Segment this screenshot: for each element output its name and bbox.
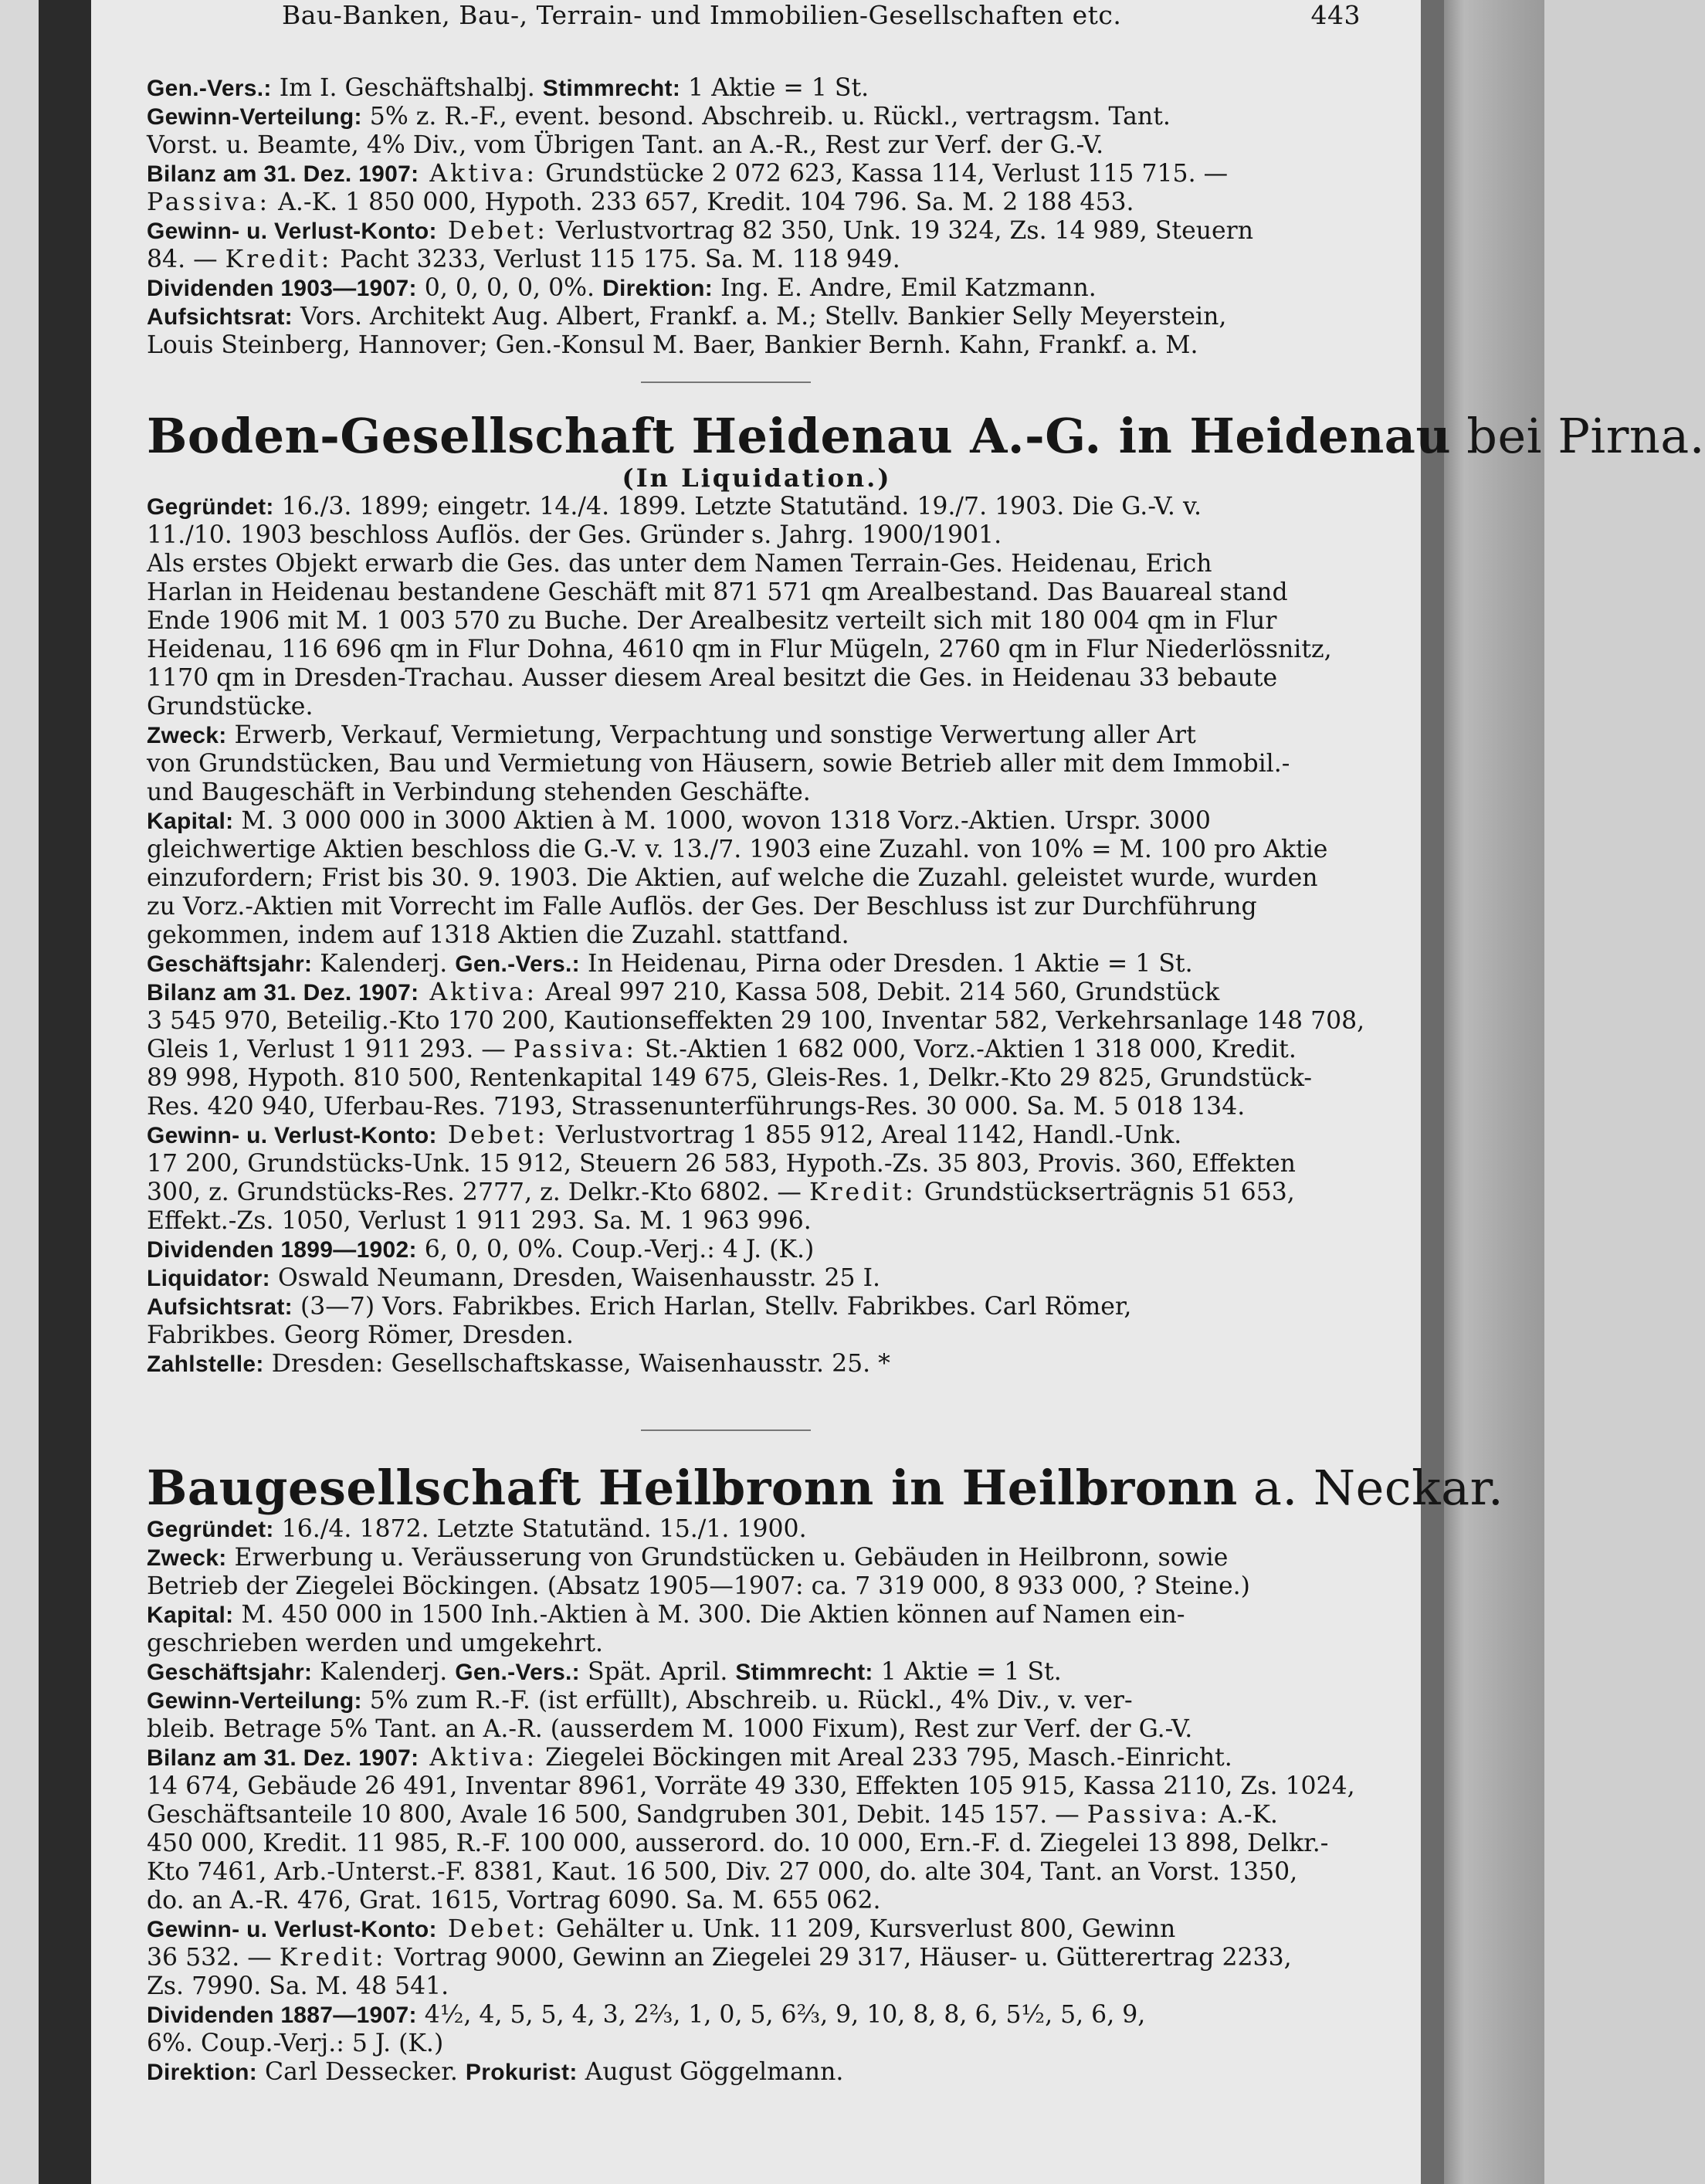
text-line (147, 521, 1367, 550)
book-spine (1421, 0, 1444, 2184)
field-label: Gegründet: (147, 1517, 274, 1542)
text-run: Ing. E. Andre, Emil Katzmann. (713, 274, 1097, 302)
text-run: 5% zum R.-F. (ist erfüllt), Abschreib. u. Rückl., 4% Div., v. ver- (361, 1687, 1133, 1714)
text-line (147, 1630, 1367, 1658)
text-run: 16./3. 1899; eingetr. 14./4. 1899. Letzte Statutänd. 19./7. 1903. Die G.-V. v. (273, 493, 1202, 521)
text-run: Harlan in Heidenau bestandene Geschäft mit 871 571 qm Arealbestand. Das Bauareal stand (147, 578, 1288, 606)
text-run: 0, 0, 0, 0, 0%. (416, 274, 603, 302)
spaced-label: Passiva: (1086, 1801, 1211, 1829)
field-label: Geschäftsjahr: (147, 951, 313, 977)
text-line (147, 1007, 1367, 1036)
spaced-label: Kredit: (279, 1944, 387, 1972)
text-line (147, 721, 1367, 750)
field-label: Direktion: (602, 276, 714, 301)
field-label: Kapital: (147, 809, 234, 834)
text-run: Vortrag 9000, Gewinn an Ziegelei 29 317, Häuser- u. Gütterertrag 2233, (386, 1944, 1292, 1972)
text-run: Spät. April. (579, 1658, 736, 1686)
spaced-label: Aktiva: (419, 1744, 538, 1772)
scan-left-margin (0, 0, 39, 2184)
text-line (147, 978, 1367, 1007)
text-run: Carl Dessecker. (257, 2058, 466, 2086)
text-line (147, 1121, 1367, 1150)
entry-body (147, 493, 1367, 1379)
field-label: Gegründet: (147, 494, 274, 520)
text-line (147, 578, 1367, 607)
text-line (147, 1801, 1367, 1830)
text-line (147, 1744, 1367, 1772)
text-line (147, 864, 1367, 893)
field-label: Kapital: (147, 1602, 234, 1628)
text-run: 1 Aktie = 1 St. (873, 1658, 1062, 1686)
text-run: Als erstes Objekt erwarb die Ges. das unter dem Namen Terrain-Ges. Heidenau, Erich (147, 550, 1212, 578)
text-run: (3—7) Vors. Fabrikbes. Erich Harlan, Stellv. Fabrikbes. Carl Römer, (292, 1293, 1132, 1321)
text-line (147, 1915, 1367, 1944)
text-line (147, 1093, 1367, 1121)
text-run: Effekt.-Zs. 1050, Verlust 1 911 293. Sa. M. 1 963 996. (147, 1207, 812, 1235)
text-line (147, 1036, 1367, 1064)
text-run: 5% z. R.-F., event. besond. Abschreib. u. Rückl., vertragsm. Tant. (361, 103, 1171, 131)
spaced-label: Kredit: (225, 246, 333, 273)
text-line (147, 2001, 1367, 2030)
text-run: In Heidenau, Pirna oder Dresden. 1 Aktie = 1 St. (579, 950, 1193, 978)
text-run: Zs. 7990. Sa. M. 48 541. (147, 1972, 449, 2000)
entry-heading (147, 408, 1705, 464)
field-label: Gen.-Vers.: (147, 76, 272, 101)
text-line (147, 893, 1367, 921)
spaced-label: Debet: (436, 1915, 548, 1943)
text-line (147, 1544, 1367, 1572)
text-run: von Grundstücken, Bau und Vermietung von Häusern, sowie Betrieb aller mit dem Immobil.- (147, 750, 1290, 778)
text-run: Geschäftsanteile 10 800, Avale 16 500, Sandgruben 301, Debit. 145 157. — (147, 1801, 1087, 1829)
text-run: 6, 0, 0, 0%. Coup.-Verj.: 4 J. (K.) (416, 1236, 815, 1263)
text-line (147, 921, 1367, 950)
spaced-label: Passiva: (513, 1036, 637, 1063)
text-line (147, 750, 1367, 778)
field-label: Dividenden 1887—1907: (147, 2003, 417, 2028)
text-run: Im I. Geschäftshalbj. (271, 74, 543, 102)
text-line (147, 1830, 1367, 1858)
field-label: Gewinn-Verteilung: (147, 104, 362, 130)
spaced-label: Kredit: (808, 1178, 917, 1206)
entry-heading-tail: bei Pirna. (1451, 408, 1705, 464)
text-line (147, 836, 1367, 864)
text-line (147, 1944, 1367, 1972)
field-label: Stimmrecht: (542, 76, 681, 101)
text-line (147, 1064, 1367, 1093)
text-run: 84. — (147, 246, 225, 273)
text-run: do. an A.-R. 476, Grat. 1615, Vortrag 6090. Sa. M. 655 062. (147, 1887, 881, 1914)
field-label: Dividenden 1899—1902: (147, 1237, 417, 1263)
field-label: Gen.-Vers.: (455, 951, 580, 977)
section-divider (641, 1429, 811, 1431)
entry-boden-gesellschaft-heidenau (147, 408, 1705, 1379)
text-run: Fabrikbes. Georg Römer, Dresden. (147, 1321, 574, 1349)
text-run: 11./10. 1903 beschloss Auflös. der Ges. Gründer s. Jahrg. 1900/1901. (147, 521, 1002, 549)
text-line (147, 1236, 1367, 1264)
text-run: Gleis 1, Verlust 1 911 293. — (147, 1036, 514, 1063)
field-label: Zweck: (147, 723, 227, 748)
text-line (147, 74, 1367, 103)
text-run: Areal 997 210, Kassa 508, Debit. 214 560, Grundstück (537, 978, 1220, 1006)
text-line (147, 1715, 1367, 1744)
entry-heading-main: Boden-Gesellschaft Heidenau A.-G. in Heidenau (147, 408, 1452, 464)
text-line (147, 950, 1367, 978)
text-line (147, 1350, 1367, 1379)
text-line (147, 1658, 1367, 1687)
text-line (147, 1293, 1367, 1321)
text-run: Heidenau, 116 696 qm in Flur Dohna, 4610 qm in Flur Mügeln, 2760 qm in Flur Niederlössnitz, (147, 636, 1332, 663)
text-run: 17 200, Grundstücks-Unk. 15 912, Steuern 26 583, Hypoth.-Zs. 35 803, Provis. 360, Effekten (147, 1150, 1296, 1178)
text-line (147, 1601, 1367, 1630)
text-run: Ziegelei Böckingen mit Areal 233 795, Masch.-Einricht. (537, 1744, 1232, 1772)
text-line (147, 131, 1367, 160)
text-run: Kalenderj. (312, 1658, 456, 1686)
field-label: Gewinn-Verteilung: (147, 1688, 362, 1714)
text-line (147, 1264, 1367, 1293)
text-line (147, 1178, 1367, 1207)
text-line (147, 1515, 1367, 1544)
text-run: Erwerb, Verkauf, Vermietung, Verpachtung und sonstige Verwertung aller Art (226, 721, 1196, 749)
field-label: Gewinn- u. Verlust-Konto: (147, 1123, 437, 1148)
text-run: 1 Aktie = 1 St. (680, 74, 869, 102)
page-number: 443 (1310, 0, 1361, 30)
field-label: Geschäftsjahr: (147, 1660, 313, 1685)
text-line (147, 1321, 1367, 1350)
text-line (147, 1572, 1367, 1601)
field-label: Stimmrecht: (735, 1660, 873, 1685)
text-line (147, 636, 1367, 664)
field-label: Bilanz am 31. Dez. 1907: (147, 1745, 419, 1771)
text-run: bleib. Betrage 5% Tant. an A.-R. (ausserdem M. 1000 Fixum), Rest zur Verf. der G.-V. (147, 1715, 1193, 1743)
entry-previous-continuation (147, 74, 1367, 360)
entry-heading-tail: a. Neckar. (1237, 1460, 1504, 1516)
text-line (147, 1150, 1367, 1178)
text-line (147, 1772, 1367, 1801)
text-line (147, 550, 1367, 578)
field-label: Aufsichtsrat: (147, 1294, 293, 1320)
text-line (147, 160, 1367, 188)
text-run: geschrieben werden und umgekehrt. (147, 1630, 604, 1657)
text-run: Pacht 3233, Verlust 115 175. Sa. M. 118 949. (332, 246, 900, 273)
text-line (147, 693, 1367, 721)
entry-heading-main: Baugesellschaft Heilbronn in Heilbronn (147, 1460, 1238, 1516)
text-run: Verlustvortrag 82 350, Unk. 19 324, Zs. 14 989, Steuern (547, 217, 1253, 245)
field-label: Zahlstelle: (147, 1351, 264, 1377)
field-label: Dividenden 1903—1907: (147, 276, 417, 301)
text-run: Betrieb der Ziegelei Böckingen. (Absatz 1905—1907: ca. 7 319 000, 8 933 000, ? Steine.) (147, 1572, 1250, 1600)
text-run: Grundstückserträgnis 51 653, (916, 1178, 1295, 1206)
text-run: 450 000, Kredit. 11 985, R.-F. 100 000, ausserord. do. 10 000, Ern.-F. d. Ziegelei 13 898, Delkr.- (147, 1830, 1329, 1857)
entry-body (147, 74, 1367, 360)
text-run: einzufordern; Frist bis 30. 9. 1903. Die Aktien, auf welche die Zuzahl. geleistet wurde, wurden (147, 864, 1318, 892)
text-run: Grundstücke. (147, 693, 314, 721)
spaced-label: Passiva: (147, 188, 271, 216)
field-label: Gen.-Vers.: (455, 1660, 580, 1685)
text-run: Res. 420 940, Uferbau-Res. 7193, Strassenunterführungs-Res. 30 000. Sa. M. 5 018 134. (147, 1093, 1246, 1121)
text-line (147, 303, 1367, 331)
text-run: A.-K. (1210, 1801, 1278, 1829)
text-run: Vors. Architekt Aug. Albert, Frankf. a. M.; Stellv. Bankier Selly Meyerstein, (292, 303, 1227, 331)
text-run: 16./4. 1872. Letzte Statutänd. 15./1. 1900. (273, 1515, 807, 1543)
text-run: M. 450 000 in 1500 Inh.-Aktien à M. 300. Die Aktien können auf Namen ein- (233, 1601, 1185, 1629)
spaced-label: Debet: (436, 1121, 548, 1149)
text-run: Louis Steinberg, Hannover; Gen.-Konsul M. Baer, Bankier Bernh. Kahn, Frankf. a. M. (147, 331, 1198, 359)
text-run: 6%. Coup.-Verj.: 5 J. (K.) (147, 2030, 444, 2057)
field-label: Aufsichtsrat: (147, 304, 293, 330)
text-run: A.-K. 1 850 000, Hypoth. 233 657, Kredit. 104 796. Sa. M. 2 188 453. (270, 188, 1134, 216)
text-run: Oswald Neumann, Dresden, Waisenhausstr. 25 I. (269, 1264, 881, 1292)
text-run: 300, z. Grundstücks-Res. 2777, z. Delkr.-Kto 6802. — (147, 1178, 809, 1206)
text-line (147, 1972, 1367, 2001)
entry-baugesellschaft-heilbronn (147, 1460, 1504, 2087)
text-line (147, 1887, 1367, 1915)
spaced-label: Aktiva: (419, 978, 538, 1006)
text-line (147, 778, 1367, 807)
text-run: Dresden: Gesellschaftskasse, Waisenhausstr. 25. * (263, 1350, 890, 1378)
text-run: 14 674, Gebäude 26 491, Inventar 8961, Vorräte 49 330, Effekten 105 915, Kassa 2110, Zs. 1024, (147, 1772, 1355, 1800)
text-run: Kto 7461, Arb.-Unterst.-F. 8381, Kaut. 16 500, Div. 27 000, do. alte 304, Tant. an Vorst. 1350, (147, 1858, 1298, 1886)
text-line (147, 246, 1367, 274)
text-run: Vorst. u. Beamte, 4% Div., vom Übrigen Tant. an A.-R., Rest zur Verf. der G.-V. (147, 131, 1104, 159)
text-run: Verlustvortrag 1 855 912, Areal 1142, Handl.-Unk. (547, 1121, 1182, 1149)
text-line (147, 188, 1367, 217)
text-line (147, 2030, 1367, 2058)
field-label: Gewinn- u. Verlust-Konto: (147, 219, 437, 244)
text-run: Gehälter u. Unk. 11 209, Kursverlust 800, Gewinn (547, 1915, 1176, 1943)
running-head (193, 0, 1367, 31)
field-label: Gewinn- u. Verlust-Konto: (147, 1917, 437, 1942)
entry-heading (147, 1460, 1504, 1516)
field-label: Bilanz am 31. Dez. 1907: (147, 980, 419, 1006)
liquidation-note: (In Liquidation.) (622, 463, 892, 493)
text-line (147, 1687, 1367, 1715)
text-line (147, 103, 1367, 131)
text-run: und Baugeschäft in Verbindung stehenden Geschäfte. (147, 778, 811, 806)
entry-body (147, 1515, 1367, 2087)
text-run: 1170 qm in Dresden-Trachau. Ausser diesem Areal besitzt die Ges. in Heidenau 33 bebaute (147, 664, 1278, 692)
field-label: Zweck: (147, 1545, 227, 1571)
text-run: gekommen, indem auf 1318 Aktien die Zuzahl. stattfand. (147, 921, 849, 949)
text-line (147, 607, 1367, 636)
text-line (147, 1207, 1367, 1236)
running-head-title: Bau-Banken, Bau-, Terrain- und Immobilien-Gesellschaften etc. (282, 0, 1122, 30)
text-run: Erwerbung u. Veräusserung von Grundstücken u. Gebäuden in Heilbronn, sowie (226, 1544, 1229, 1572)
field-label: Prokurist: (465, 2060, 578, 2085)
field-label: Bilanz am 31. Dez. 1907: (147, 161, 419, 187)
section-divider (641, 382, 811, 383)
text-line (147, 1858, 1367, 1887)
text-run: 4½, 4, 5, 5, 4, 3, 2⅔, 1, 0, 5, 6⅔, 9, 10, 8, 8, 6, 5½, 5, 6, 9, (416, 2001, 1146, 2029)
text-line (147, 331, 1367, 360)
spaced-label: Debet: (436, 217, 548, 245)
text-run: Ende 1906 mit M. 1 003 570 zu Buche. Der Arealbesitz verteilt sich mit 180 004 qm in Flur (147, 607, 1277, 635)
text-run: M. 3 000 000 in 3000 Aktien à M. 1000, wovon 1318 Vorz.-Aktien. Urspr. 3000 (233, 807, 1211, 835)
spaced-label: Aktiva: (419, 160, 538, 188)
field-label: Direktion: (147, 2060, 258, 2085)
text-run: St.-Aktien 1 682 000, Vorz.-Aktien 1 318 000, Kredit. (636, 1036, 1297, 1063)
text-run: zu Vorz.-Aktien mit Vorrecht im Falle Auflös. der Ges. Der Beschluss ist zur Durchführung (147, 893, 1257, 921)
text-line (147, 2058, 1367, 2087)
text-run: 36 532. — (147, 1944, 280, 1972)
text-run: gleichwertige Aktien beschloss die G.-V. v. 13./7. 1903 eine Zuzahl. von 10% = M. 100 pro Aktie (147, 836, 1328, 863)
field-label: Liquidator: (147, 1266, 270, 1291)
text-line (147, 274, 1367, 303)
page-stack-edge (1444, 0, 1544, 2184)
scan-dark-edge (39, 0, 91, 2184)
text-line (147, 217, 1367, 246)
text-run: 3 545 970, Beteilig.-Kto 170 200, Kautionseffekten 29 100, Inventar 582, Verkehrsanlage 148 708, (147, 1007, 1365, 1035)
text-run: August Göggelmann. (577, 2058, 844, 2086)
text-run: Kalenderj. (312, 950, 456, 978)
text-line (147, 493, 1367, 521)
text-line (147, 664, 1367, 693)
text-line (147, 807, 1367, 836)
text-run: 89 998, Hypoth. 810 500, Rentenkapital 149 675, Gleis-Res. 1, Delkr.-Kto 29 825, Grundstück- (147, 1064, 1313, 1092)
text-run: Grundstücke 2 072 623, Kassa 114, Verlust 115 715. — (537, 160, 1229, 188)
